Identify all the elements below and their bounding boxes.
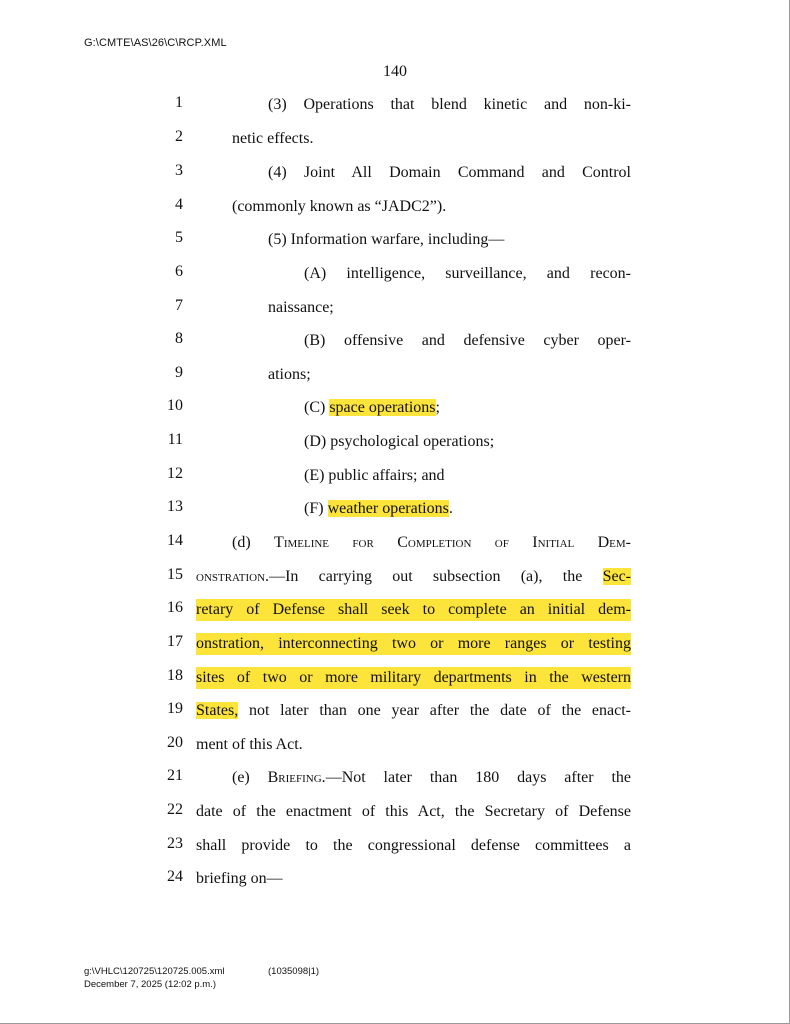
line-number: 6 [175, 263, 183, 280]
line-text: ations; [268, 366, 311, 383]
line-text [304, 498, 453, 520]
text-segment: (e) [232, 769, 268, 786]
text-line [0, 395, 790, 421]
line-number: 8 [175, 330, 183, 347]
text-segment: (F) [304, 500, 328, 517]
line-number: 15 [167, 566, 183, 583]
text-line [0, 194, 790, 220]
header-file-path: G:\CMTE\AS\26\C\RCP.XML [84, 37, 227, 49]
highlighted-text: sites of two or more military departments in the western [196, 667, 631, 689]
text-line [0, 530, 790, 556]
line-text: naissance; [268, 299, 334, 316]
line-number: 3 [175, 162, 183, 179]
page-number: 140 [383, 63, 407, 80]
text-segment: ; [435, 399, 440, 416]
line-text: (5) Information warfare, including— [268, 231, 505, 248]
text-line [0, 92, 790, 118]
footer-file-path: g:\VHLC\120725\120725.005.xml [84, 966, 225, 977]
text-line [0, 463, 790, 489]
line-text [232, 532, 631, 554]
text-line [0, 160, 790, 186]
line-number: 18 [167, 667, 183, 684]
line-number: 13 [167, 498, 183, 515]
text-line [0, 765, 790, 791]
text-line [0, 295, 790, 321]
text-segment: (C) [304, 399, 330, 416]
line-number: 4 [175, 196, 183, 213]
text-segment: . [448, 500, 453, 517]
text-line [0, 631, 790, 657]
line-number: 7 [175, 297, 183, 314]
text-line [0, 126, 790, 152]
text-line [0, 564, 790, 590]
text-line [0, 665, 790, 691]
text-segment: (d) [232, 534, 275, 551]
highlighted-text: weather operations [327, 500, 449, 517]
section-heading: onstration. [196, 568, 270, 585]
line-number: 16 [167, 599, 183, 616]
section-heading: Briefing. [267, 769, 326, 786]
line-text: (4) Joint All Domain Command and Control [268, 164, 631, 181]
line-number: 12 [167, 465, 183, 482]
line-number: 23 [167, 835, 183, 852]
text-line [0, 866, 790, 892]
line-text [232, 767, 631, 789]
highlighted-text: onstration, interconnecting two or more ranges or testing [196, 633, 631, 655]
line-text: (B) offensive and defensive cyber oper- [304, 332, 631, 349]
text-line [0, 261, 790, 287]
text-line [0, 833, 790, 859]
line-text: (E) public affairs; and [304, 467, 445, 484]
line-text: (3) Operations that blend kinetic and non-ki- [268, 96, 631, 113]
line-text: date of the enactment of this Act, the Secretary of Defense [196, 803, 631, 820]
text-line [0, 227, 790, 253]
line-number: 24 [167, 868, 183, 885]
text-segment: —In carrying out subsection (a), the [269, 568, 603, 585]
line-number: 21 [167, 767, 183, 784]
line-number: 11 [167, 431, 183, 448]
line-text: briefing on— [196, 870, 283, 887]
line-text: shall provide to the congressional defense committees a [196, 837, 631, 854]
line-text: (commonly known as “JADC2”). [232, 198, 447, 215]
text-segment: —Not later than 180 days after the [325, 769, 631, 786]
text-line [0, 732, 790, 758]
line-text: (D) psychological operations; [304, 433, 495, 450]
line-number: 19 [167, 700, 183, 717]
text-line [0, 429, 790, 455]
line-number: 17 [167, 633, 183, 650]
footer-date: December 7, 2025 (12:02 p.m.) [84, 979, 217, 990]
line-text: netic effects. [232, 130, 314, 147]
line-number: 5 [175, 229, 183, 246]
highlighted-text: Sec- [602, 568, 631, 585]
line-text: (A) intelligence, surveillance, and recon- [304, 265, 631, 282]
footer-document-id: (1035098|1) [268, 966, 320, 977]
text-line [0, 799, 790, 825]
line-number: 14 [167, 532, 183, 549]
highlighted-text: retary of Defense shall seek to complete an initial dem- [196, 599, 631, 621]
line-number: 10 [167, 397, 183, 414]
line-text [196, 700, 631, 722]
section-heading: Timeline for Completion of Initial Dem- [274, 534, 631, 551]
line-number: 22 [167, 801, 183, 818]
highlighted-text: space operations [329, 399, 436, 416]
text-line [0, 496, 790, 522]
line-text [304, 397, 440, 419]
text-line [0, 362, 790, 388]
text-line [0, 597, 790, 623]
text-line [0, 698, 790, 724]
line-number: 2 [175, 128, 183, 145]
line-text: ment of this Act. [196, 736, 303, 753]
line-number: 20 [167, 734, 183, 751]
line-number: 1 [175, 94, 183, 111]
line-number: 9 [175, 364, 183, 381]
text-line [0, 328, 790, 354]
highlighted-text: States, [196, 702, 239, 719]
line-text [196, 566, 631, 588]
text-segment: not later than one year after the date of the enact- [238, 702, 631, 719]
